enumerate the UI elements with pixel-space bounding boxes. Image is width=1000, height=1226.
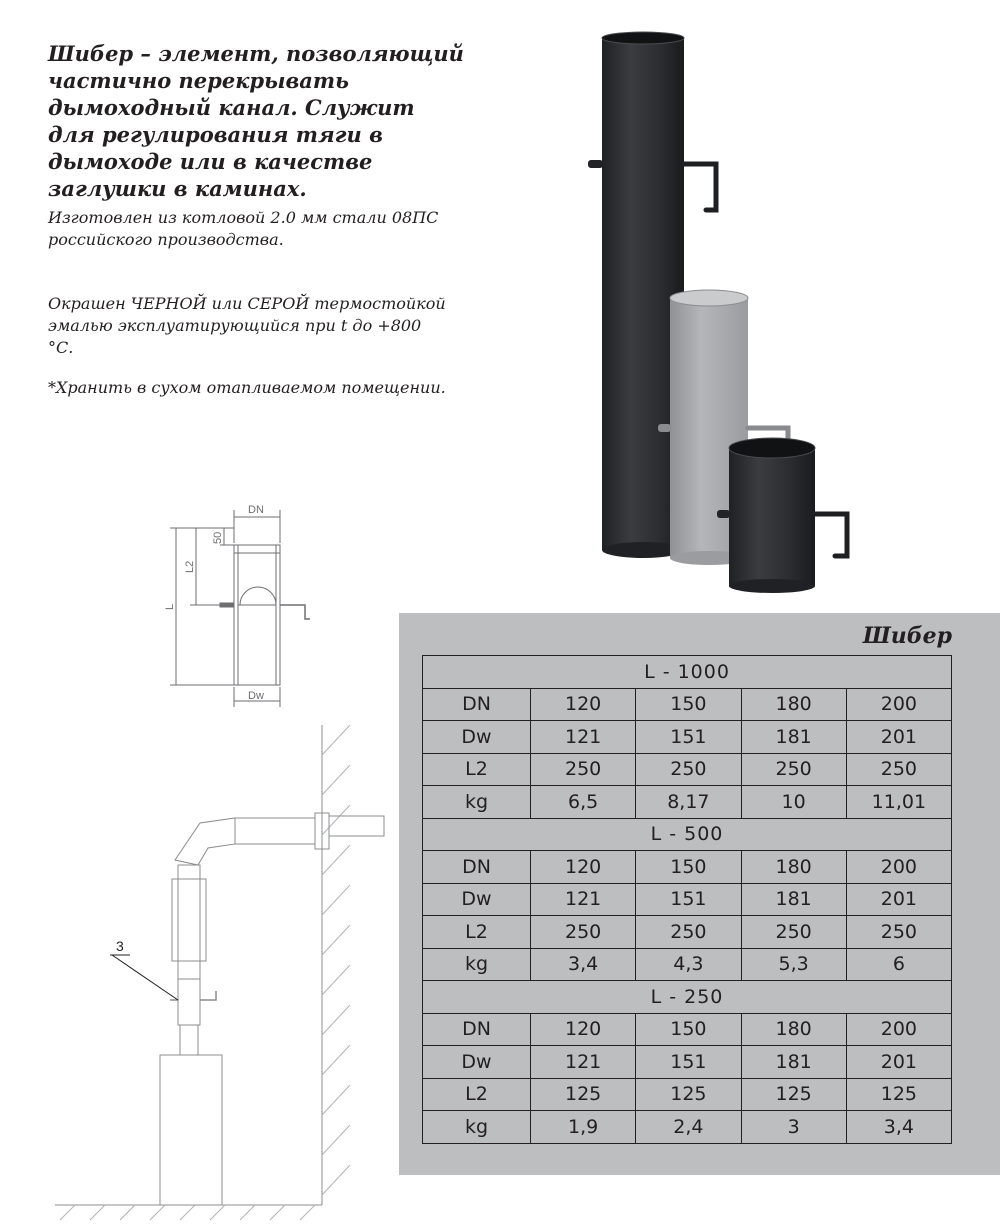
table-row (423, 721, 952, 754)
table-cell: 5,3 (741, 948, 846, 981)
label-dn: DN (248, 504, 264, 516)
table-cell: 151 (636, 1046, 741, 1079)
table-cell: 181 (741, 883, 846, 916)
table-cell: 250 (846, 753, 951, 786)
table-title: Шибер (862, 623, 952, 649)
short-black-pipe (717, 438, 847, 593)
table-cell: 6,5 (531, 786, 636, 819)
table-cell: 4,3 (636, 948, 741, 981)
table-cell: 10 (741, 786, 846, 819)
table-cell: 3,4 (846, 1111, 951, 1144)
table-cell: 201 (846, 883, 951, 916)
table-cell: 250 (531, 753, 636, 786)
page-heading: Шибер – элемент, позволяющий частично перекрывать дымоходный канал. Служит для регулирования тяги в дымоходе или в качестве заглушки в каминах. (48, 41, 464, 201)
table-cell: 3,4 (531, 948, 636, 981)
row-label: L2 (423, 916, 531, 949)
material-description: Изготовлен из котловой 2.0 мм стали 08ПС российского производства. (48, 208, 439, 249)
coating-description: Окрашен ЧЕРНОЙ или СЕРОЙ термостойкой эмалью эксплуатирующийся при t до +800 °С. (48, 294, 446, 357)
section-header-row (423, 981, 952, 1014)
row-label: kg (423, 948, 531, 981)
table-cell: 121 (531, 721, 636, 754)
table-cell: 200 (846, 1013, 951, 1046)
row-label: DN (423, 688, 531, 721)
spec-table (422, 655, 952, 1144)
table-row (423, 786, 952, 819)
table-cell: 181 (741, 1046, 846, 1079)
table-cell: 200 (846, 851, 951, 884)
storage-note: *Хранить в сухом отапливаемом помещении. (48, 378, 446, 397)
row-label: DN (423, 851, 531, 884)
section-title: L - 1000 (423, 656, 952, 689)
section-header-row (423, 818, 952, 851)
table-cell: 125 (846, 1078, 951, 1111)
spec-table-panel (399, 613, 1000, 1175)
table-cell: 250 (846, 916, 951, 949)
table-cell: 2,4 (636, 1111, 741, 1144)
label-l2: L2 (184, 560, 196, 573)
table-cell: 250 (636, 753, 741, 786)
section-title: L - 250 (423, 981, 952, 1014)
row-label: Dw (423, 721, 531, 754)
table-cell: 6 (846, 948, 951, 981)
table-row (423, 688, 952, 721)
row-label: kg (423, 1111, 531, 1144)
row-label: L2 (423, 753, 531, 786)
table-cell: 250 (741, 916, 846, 949)
row-label: DN (423, 1013, 531, 1046)
callout-number: 3 (116, 938, 124, 954)
table-row (423, 753, 952, 786)
table-cell: 150 (636, 1013, 741, 1046)
table-row (423, 1013, 952, 1046)
row-label: Dw (423, 883, 531, 916)
table-cell: 121 (531, 1046, 636, 1079)
table-cell: 8,17 (636, 786, 741, 819)
table-cell: 250 (741, 753, 846, 786)
table-cell: 201 (846, 1046, 951, 1079)
row-label: L2 (423, 1078, 531, 1111)
table-row (423, 883, 952, 916)
table-row (423, 948, 952, 981)
table-cell: 151 (636, 721, 741, 754)
row-label: kg (423, 786, 531, 819)
table-cell: 125 (741, 1078, 846, 1111)
table-cell: 201 (846, 721, 951, 754)
table-cell: 151 (636, 883, 741, 916)
product-photo (560, 20, 900, 600)
table-row (423, 1046, 952, 1079)
section-title: L - 500 (423, 818, 952, 851)
table-cell: 120 (531, 851, 636, 884)
table-cell: 150 (636, 688, 741, 721)
section-header-row (423, 656, 952, 689)
table-row (423, 1078, 952, 1111)
row-label: Dw (423, 1046, 531, 1079)
label-dw: Dw (248, 690, 264, 702)
table-cell: 120 (531, 1013, 636, 1046)
table-cell: 180 (741, 851, 846, 884)
table-cell: 120 (531, 688, 636, 721)
installation-scheme (50, 715, 400, 1226)
table-cell: 125 (636, 1078, 741, 1111)
table-cell: 181 (741, 721, 846, 754)
table-cell: 121 (531, 883, 636, 916)
table-cell: 150 (636, 851, 741, 884)
table-cell: 1,9 (531, 1111, 636, 1144)
table-cell: 125 (531, 1078, 636, 1111)
table-cell: 180 (741, 1013, 846, 1046)
table-row (423, 916, 952, 949)
table-cell: 180 (741, 688, 846, 721)
label-50: 50 (212, 531, 224, 544)
label-l: L (164, 603, 176, 610)
table-cell: 250 (636, 916, 741, 949)
table-cell: 11,01 (846, 786, 951, 819)
table-row (423, 851, 952, 884)
table-row (423, 1111, 952, 1144)
damper-technical-drawing (150, 495, 330, 715)
table-cell: 200 (846, 688, 951, 721)
table-cell: 250 (531, 916, 636, 949)
table-cell: 3 (741, 1111, 846, 1144)
